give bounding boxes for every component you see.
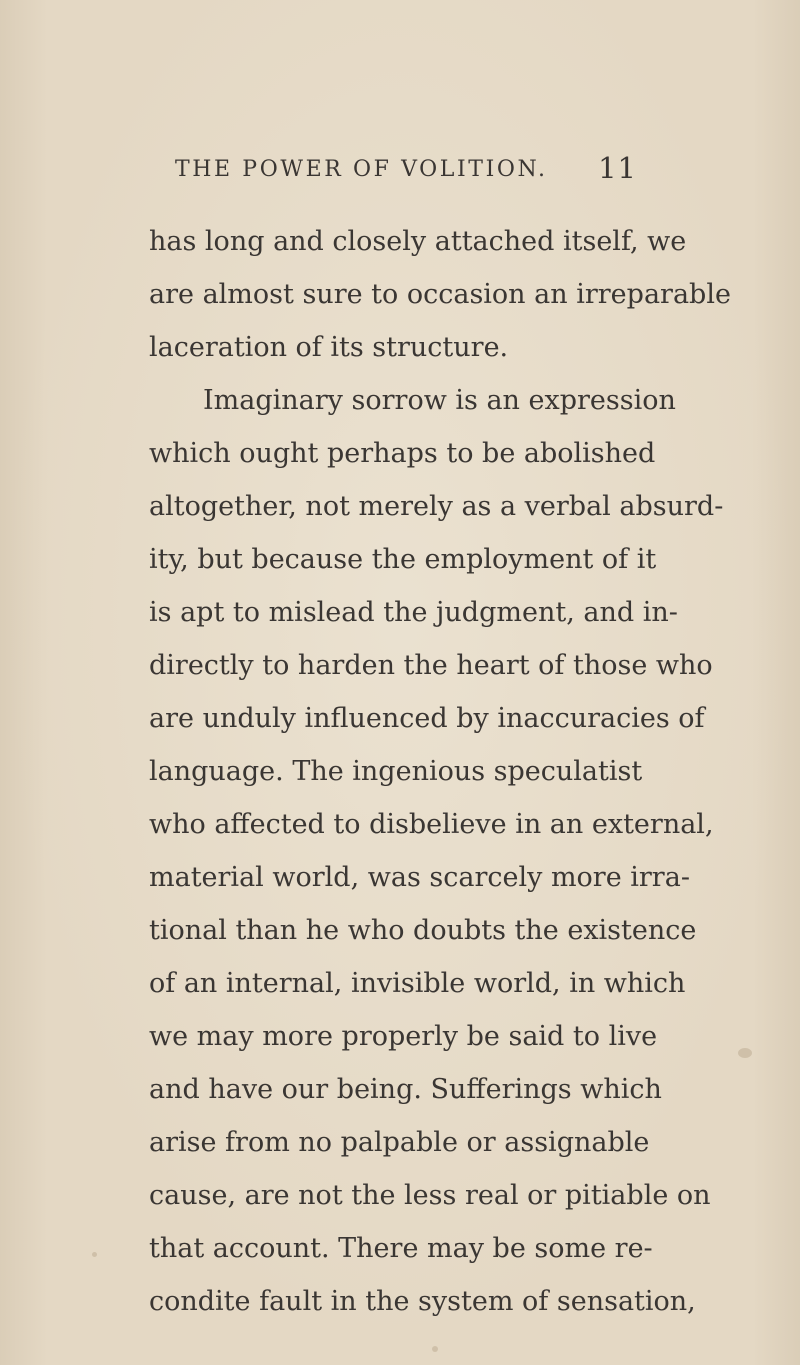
text-line: and have our being. Sufferings which (149, 1074, 662, 1105)
text-line: that account. There may be some re- (149, 1233, 653, 1264)
text-line: of an internal, invisible world, in which (149, 968, 686, 999)
text-line: which ought perhaps to be abolished (149, 438, 656, 469)
text-line: condite fault in the system of sensation, (149, 1286, 696, 1317)
text-line: are unduly influenced by inaccuracies of (149, 703, 705, 734)
paper-foxing-mark (432, 1346, 438, 1352)
text-line: we may more properly be said to live (149, 1021, 658, 1052)
text-line: altogether, not merely as a verbal absurd- (149, 491, 724, 522)
text-line: directly to harden the heart of those who (149, 650, 713, 681)
text-line: who affected to disbelieve in an external, (149, 809, 714, 840)
paper-foxing-mark (92, 1252, 97, 1257)
text-line: cause, are not the less real or pitiable on (149, 1180, 711, 1211)
text-line: has long and closely attached itself, we (149, 226, 687, 257)
text-line: ity, but because the employment of it (149, 544, 657, 575)
paper-foxing-mark (738, 1048, 752, 1058)
running-title: THE POWER OF VOLITION. (175, 157, 548, 182)
text-line: laceration of its structure. (149, 332, 509, 363)
text-line: language. The ingenious speculatist (149, 756, 643, 787)
text-line: is apt to mislead the judgment, and in- (149, 597, 678, 628)
paragraph-first-line: Imaginary sorrow is an expression (203, 385, 676, 416)
text-line: tional than he who doubts the existence (149, 915, 697, 946)
page-number: 11 (598, 151, 637, 185)
text-line: are almost sure to occasion an irreparable (149, 279, 731, 310)
text-line: arise from no palpable or assignable (149, 1127, 650, 1158)
text-line: material world, was scarcely more irra- (149, 862, 690, 893)
